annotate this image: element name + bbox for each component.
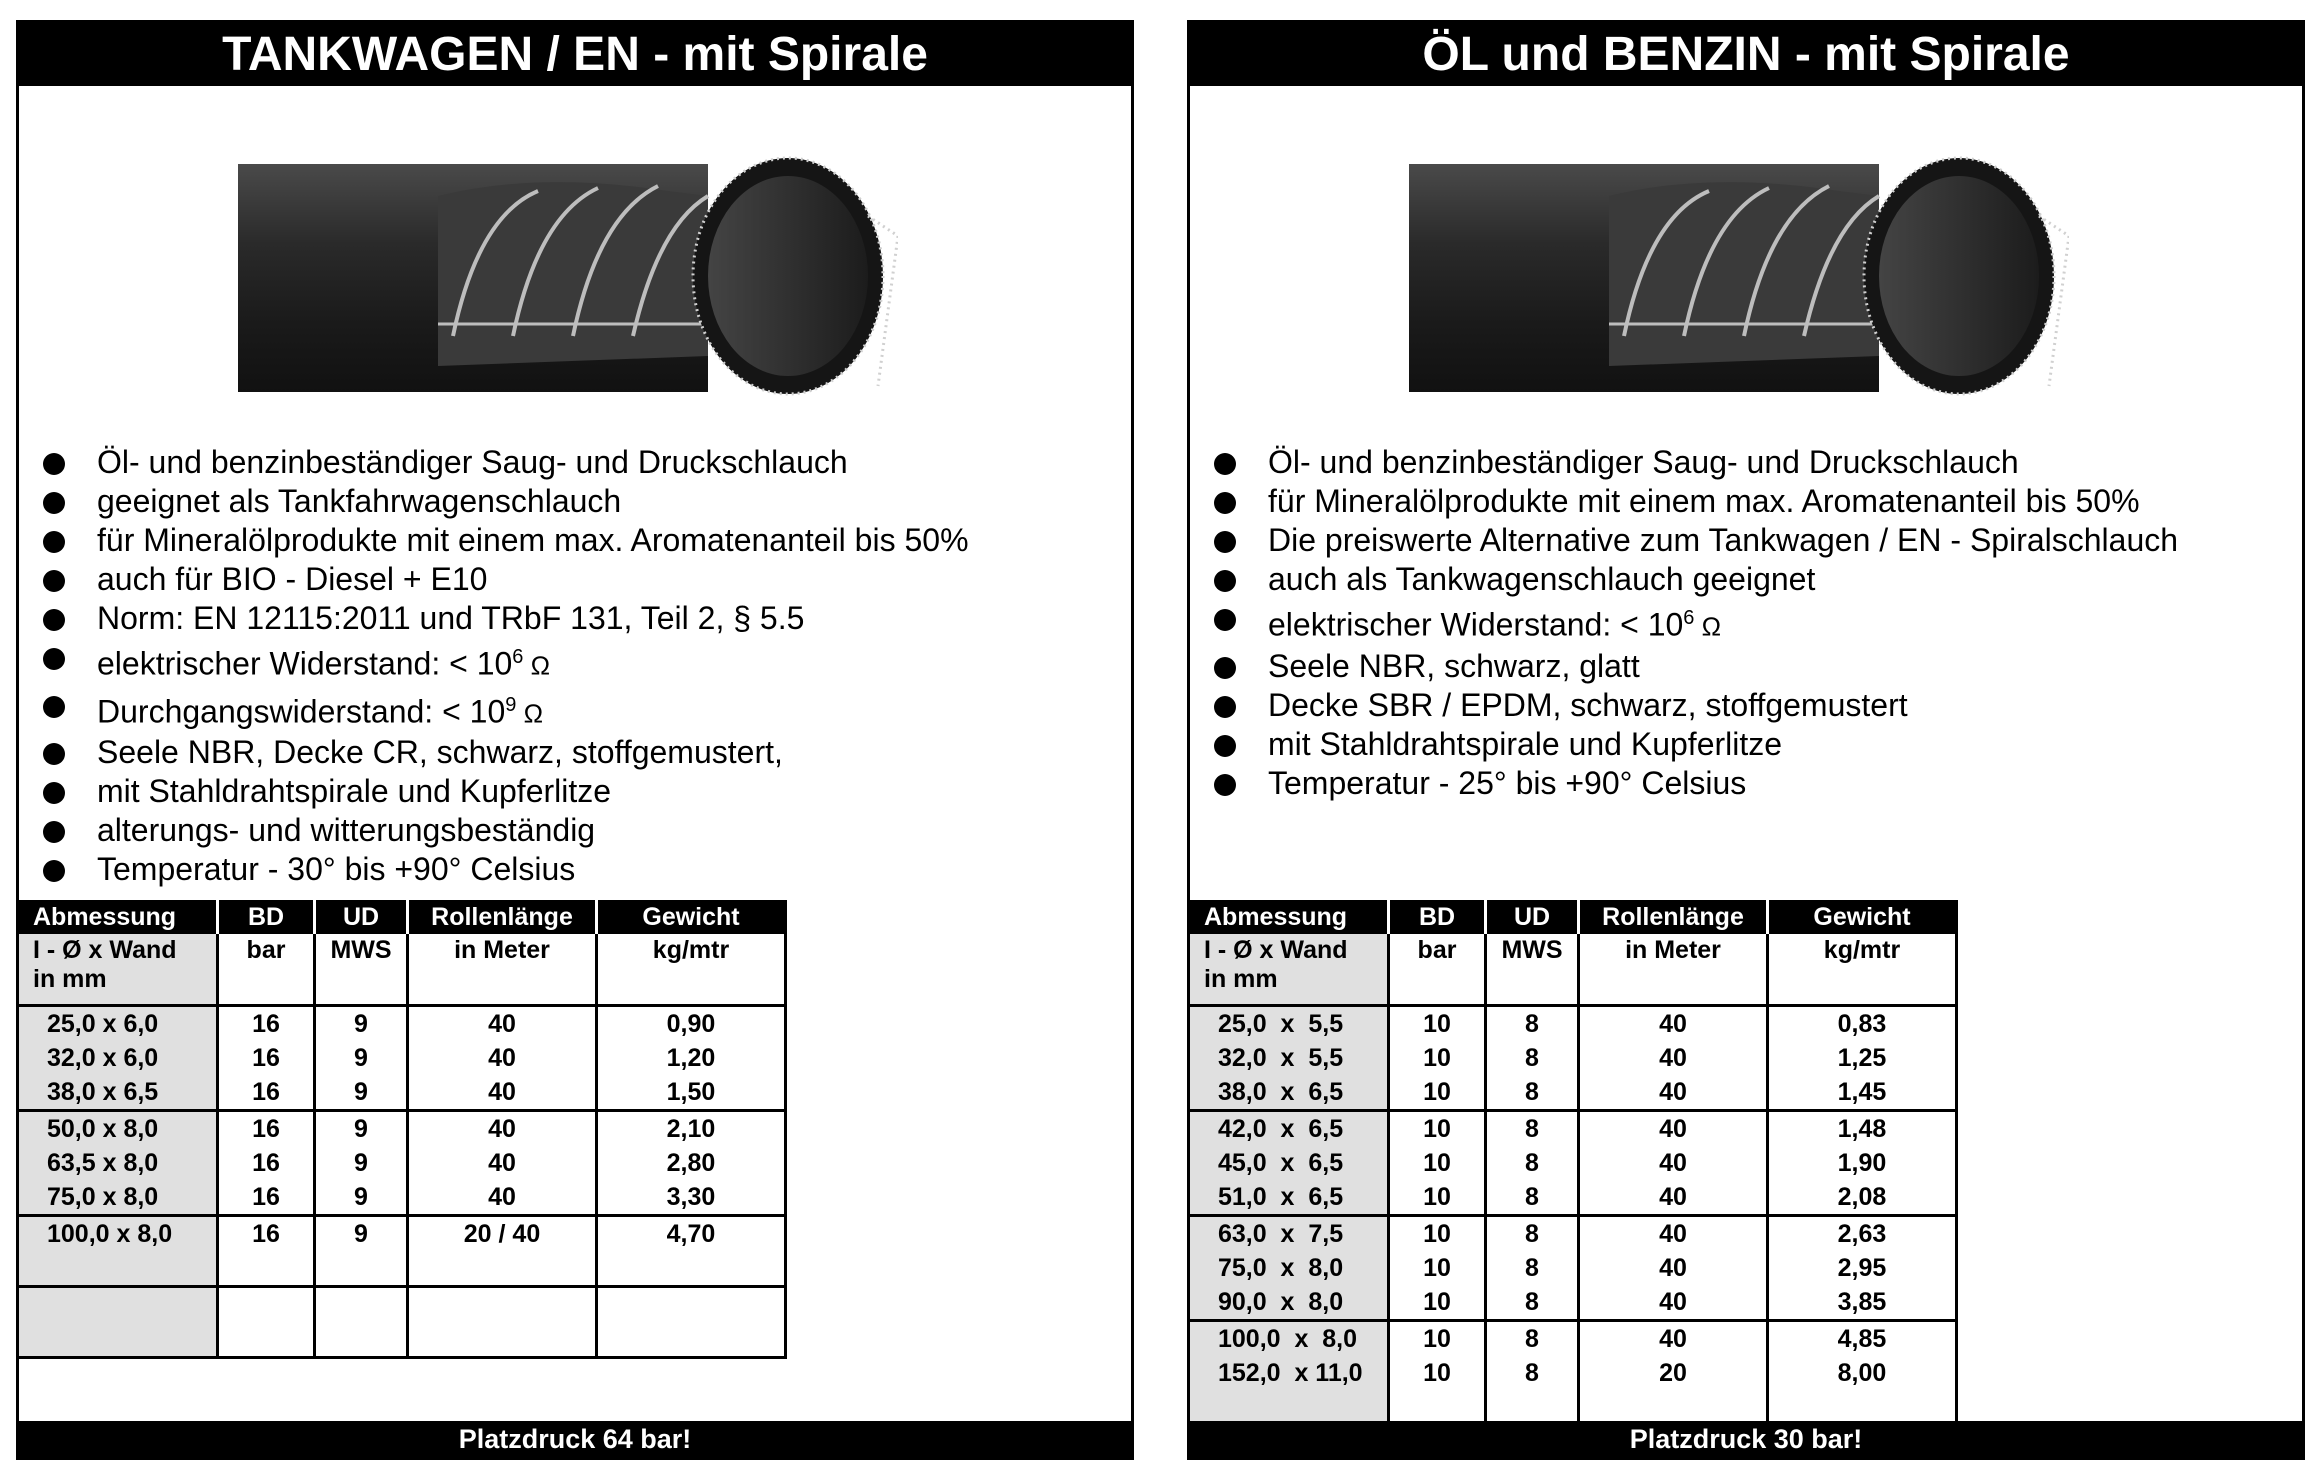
cell-value: 9: [354, 1044, 368, 1072]
table-cell: [408, 1216, 597, 1287]
feature-text: auch für BIO - Diesel + E10: [97, 561, 488, 597]
feature-item: [39, 811, 969, 850]
table-cell: [408, 1111, 597, 1216]
table-cell: [1190, 1006, 1389, 1111]
cell-value: [316, 1288, 406, 1322]
feature-text: elektrischer Widerstand: < 10: [97, 645, 513, 682]
feature-item: [1210, 647, 2178, 686]
column-header: BD: [1389, 900, 1486, 934]
cell-value: 40: [1659, 1288, 1687, 1316]
cell-value: [1769, 1390, 1955, 1424]
cell-value: 50,0 x 8,0: [47, 1115, 159, 1143]
table-row-group: [1190, 1006, 1957, 1111]
table-cell: [597, 1111, 786, 1216]
feature-item: [39, 733, 969, 772]
cell-value: 100,0 x 8,0: [1218, 1325, 1358, 1353]
cell-value: [19, 1251, 216, 1285]
cell-value: 16: [252, 1010, 280, 1038]
bullet-icon: [1214, 453, 1236, 475]
feature-text: elektrischer Widerstand: < 10: [1268, 606, 1684, 643]
feature-item: [39, 850, 969, 889]
product-panel-tankwagen: [16, 20, 1134, 1460]
table-cell: [1486, 1321, 1579, 1426]
cell-value: 3,85: [1837, 1288, 1887, 1316]
feature-list: [1210, 443, 2178, 803]
cell-value: [409, 1288, 595, 1322]
column-header: Abmessung: [1190, 900, 1389, 934]
feature-text: Durchgangswiderstand: < 10: [97, 693, 506, 730]
cell-value: [219, 1288, 313, 1322]
cell-value: 10: [1423, 1149, 1451, 1177]
cell-value: 4,85: [1837, 1325, 1887, 1353]
cell-value: 2,80: [666, 1149, 716, 1177]
feature-item: [1210, 560, 2178, 599]
cell-value: [1580, 1390, 1766, 1424]
table-cell: [315, 1287, 408, 1358]
table-cell: [315, 1006, 408, 1111]
bullet-icon: [43, 860, 65, 882]
bullet-icon: [1214, 570, 1236, 592]
cell-value: [409, 1322, 595, 1356]
cell-value: [598, 1288, 784, 1322]
bullet-icon: [43, 743, 65, 765]
table-cell: [1486, 1111, 1579, 1216]
table-cell: [597, 1006, 786, 1111]
cell-value: 16: [252, 1149, 280, 1177]
bullet-icon: [1214, 492, 1236, 514]
cell-value: 16: [252, 1044, 280, 1072]
feature-text: Öl- und benzinbeständiger Saug- und Druckschlauch: [97, 444, 848, 480]
cell-value: 40: [1659, 1115, 1687, 1143]
feature-text: Norm: EN 12115:2011 und TRbF 131, Teil 2, § 5.5: [97, 600, 805, 636]
feature-item: [1210, 764, 2178, 803]
cell-value: 3,30: [666, 1183, 716, 1211]
cell-value: 16: [252, 1078, 280, 1106]
bullet-icon: [1214, 735, 1236, 757]
spec-table: [1190, 900, 1958, 1427]
table-cell: [1579, 1321, 1768, 1426]
cell-value: 2,10: [666, 1115, 716, 1143]
column-header: UD: [315, 900, 408, 934]
column-header: Gewicht: [1768, 900, 1957, 934]
cell-value: 8: [1525, 1078, 1539, 1106]
cell-value: 32,0 x 6,0: [47, 1044, 159, 1072]
feature-text: mit Stahldrahtspirale und Kupferlitze: [1268, 725, 1783, 762]
cell-value: 9: [354, 1078, 368, 1106]
cell-value: 32,0 x 5,5: [1218, 1044, 1344, 1072]
feature-item: [1210, 599, 2178, 647]
bullet-icon: [43, 821, 65, 843]
bullet-icon: [43, 453, 65, 475]
cell-value: 40: [1659, 1183, 1687, 1211]
cell-value: 1,48: [1837, 1115, 1887, 1143]
table-cell: [1389, 1111, 1486, 1216]
bullet-icon: [43, 531, 65, 553]
column-unit: MWS: [1486, 934, 1579, 1006]
cell-value: 75,0 x 8,0: [47, 1183, 159, 1211]
feature-text: mit Stahldrahtspirale und Kupferlitze: [97, 773, 612, 810]
cell-value: 2,63: [1837, 1220, 1887, 1248]
feature-text: alterungs- und witterungsbeständig: [97, 812, 596, 849]
column-header: Rollenlänge: [408, 900, 597, 934]
feature-item: [39, 521, 969, 560]
cell-value: 75,0 x 8,0: [1218, 1254, 1344, 1282]
cell-value: 2,95: [1837, 1254, 1887, 1282]
table-cell: [1579, 1111, 1768, 1216]
feature-item: [39, 443, 969, 482]
column-unit: MWS: [315, 934, 408, 1006]
cell-value: 16: [252, 1115, 280, 1143]
cell-value: 9: [354, 1115, 368, 1143]
bullet-icon: [1214, 531, 1236, 553]
table-row-group: [19, 1111, 786, 1216]
column-unit: bar: [1389, 934, 1486, 1006]
table-cell: [218, 1287, 315, 1358]
column-unit: bar: [218, 934, 315, 1006]
cell-value: 8: [1525, 1288, 1539, 1316]
cell-value: 8: [1525, 1220, 1539, 1248]
cell-value: 1,45: [1837, 1078, 1887, 1106]
cell-value: [219, 1251, 313, 1285]
table-cell: [1768, 1216, 1957, 1321]
column-header: BD: [218, 900, 315, 934]
cell-value: 42,0 x 6,5: [1218, 1115, 1344, 1143]
cell-value: 8: [1525, 1325, 1539, 1353]
feature-text: für Mineralölprodukte mit einem max. Aromatenanteil bis 50%: [97, 522, 969, 558]
cell-value: 51,0 x 6,5: [1218, 1183, 1344, 1211]
feature-item: [1210, 521, 2178, 560]
bullet-icon: [43, 570, 65, 592]
cell-value: 40: [488, 1078, 516, 1106]
cell-value: 8: [1525, 1115, 1539, 1143]
table-cell: [597, 1216, 786, 1287]
table-cell: [1190, 1111, 1389, 1216]
column-header: Rollenlänge: [1579, 900, 1768, 934]
feature-text: Seele NBR, schwarz, glatt: [1268, 647, 1640, 684]
column-header: UD: [1486, 900, 1579, 934]
cell-value: [598, 1251, 784, 1285]
cell-value: 40: [488, 1149, 516, 1177]
cell-value: 45,0 x 6,5: [1218, 1149, 1344, 1177]
table-cell: [1768, 1111, 1957, 1216]
cell-value: 8: [1525, 1183, 1539, 1211]
cell-value: 9: [354, 1183, 368, 1211]
table-cell: [1389, 1006, 1486, 1111]
cell-value: 40: [1659, 1325, 1687, 1353]
feature-text: auch als Tankwagenschlauch geeignet: [1268, 561, 1816, 597]
table-row-group: [1190, 1321, 1957, 1426]
feature-text: Temperatur - 30° bis +90° Celsius: [97, 851, 576, 888]
feature-item: [39, 686, 969, 734]
cell-value: 20: [1659, 1359, 1687, 1387]
table-row-group: [19, 1006, 786, 1111]
cell-value: 40: [488, 1183, 516, 1211]
bullet-icon: [43, 782, 65, 804]
cell-value: 1,90: [1837, 1149, 1887, 1177]
table-cell: [1768, 1321, 1957, 1426]
panel-title: ÖL und BENZIN - mit Spirale: [1190, 23, 2302, 86]
column-unit: in Meter: [408, 934, 597, 1006]
feature-superscript: 6: [1683, 607, 1695, 629]
column-unit: kg/mtr: [1768, 934, 1957, 1006]
cell-value: 10: [1423, 1325, 1451, 1353]
bullet-icon: [1214, 657, 1236, 679]
cell-value: [316, 1251, 406, 1285]
cell-value: 8,00: [1837, 1359, 1887, 1387]
cell-value: 40: [488, 1115, 516, 1143]
table-cell: [1190, 1216, 1389, 1321]
feature-text: Öl- und benzinbeständiger Saug- und Druckschlauch: [1268, 444, 2019, 480]
table-cell: [218, 1006, 315, 1111]
cell-value: 4,70: [666, 1220, 716, 1248]
feature-text: Die preiswerte Alternative zum Tankwagen / EN - Spiralschlauch: [1268, 522, 2179, 558]
feature-item: [39, 599, 969, 638]
spec-table: [19, 900, 787, 1359]
cell-value: 152,0 x 11,0: [1218, 1359, 1363, 1387]
feature-item: [1210, 482, 2178, 521]
table-cell: [1389, 1216, 1486, 1321]
cell-value: 10: [1423, 1288, 1451, 1316]
hose-image: [1409, 156, 2069, 399]
cell-value: 10: [1423, 1254, 1451, 1282]
cell-value: 10: [1423, 1183, 1451, 1211]
feature-list: [39, 443, 969, 889]
cell-value: 8: [1525, 1254, 1539, 1282]
cell-value: 40: [488, 1044, 516, 1072]
feature-item: [1210, 725, 2178, 764]
hose-image: [238, 156, 898, 399]
feature-item: [39, 638, 969, 686]
cell-value: 10: [1423, 1220, 1451, 1248]
cell-value: 0,90: [666, 1010, 716, 1038]
table-cell: [597, 1287, 786, 1358]
cell-value: 10: [1423, 1010, 1451, 1038]
column-header: Gewicht: [597, 900, 786, 934]
cell-value: 16: [252, 1220, 280, 1248]
cell-value: 1,25: [1837, 1044, 1887, 1072]
table-row-group: [19, 1216, 786, 1287]
feature-text: Seele NBR, Decke CR, schwarz, stoffgemustert,: [97, 734, 783, 771]
cell-value: 40: [1659, 1220, 1687, 1248]
cell-value: 40: [1659, 1010, 1687, 1038]
cell-value: [19, 1288, 216, 1322]
table-cell: [408, 1287, 597, 1358]
cell-value: 1,50: [666, 1078, 716, 1106]
feature-text: geeignet als Tankfahrwagenschlauch: [97, 483, 622, 519]
feature-unit: Ω: [1694, 611, 1722, 642]
feature-item: [1210, 686, 2178, 725]
cell-value: 10: [1423, 1359, 1451, 1387]
table-cell: [19, 1287, 218, 1358]
cell-value: 38,0 x 6,5: [1218, 1078, 1344, 1106]
feature-text: Temperatur - 25° bis +90° Celsius: [1268, 764, 1747, 801]
cell-value: 25,0 x 6,0: [47, 1010, 159, 1038]
bullet-icon: [1214, 774, 1236, 796]
table-cell: [218, 1111, 315, 1216]
column-unit: kg/mtr: [597, 934, 786, 1006]
feature-unit: Ω: [516, 698, 544, 729]
cell-value: 40: [488, 1010, 516, 1038]
feature-superscript: 9: [505, 693, 517, 716]
table-cell: [315, 1216, 408, 1287]
table-cell: [19, 1216, 218, 1287]
cell-value: 90,0 x 8,0: [1218, 1288, 1344, 1316]
column-unit: I - Ø x Wand in mm: [1190, 934, 1389, 1006]
cell-value: 10: [1423, 1078, 1451, 1106]
bullet-icon: [43, 492, 65, 514]
cell-value: [1390, 1390, 1484, 1424]
cell-value: 0,83: [1837, 1010, 1887, 1038]
table-cell: [19, 1006, 218, 1111]
feature-text: Decke SBR / EPDM, schwarz, stoffgemustert: [1268, 686, 1908, 723]
column-header: Abmessung: [19, 900, 218, 934]
cell-value: 9: [354, 1149, 368, 1177]
cell-value: [1487, 1390, 1577, 1424]
table-cell: [1486, 1006, 1579, 1111]
feature-unit: Ω: [523, 650, 551, 681]
cell-value: 9: [354, 1010, 368, 1038]
cell-value: [1190, 1390, 1387, 1424]
table-cell: [1389, 1321, 1486, 1426]
cell-value: [316, 1322, 406, 1356]
cell-value: [19, 1322, 216, 1356]
cell-value: 8: [1525, 1010, 1539, 1038]
table-cell: [1579, 1006, 1768, 1111]
cell-value: 40: [1659, 1149, 1687, 1177]
cell-value: 40: [1659, 1078, 1687, 1106]
cell-value: 38,0 x 6,5: [47, 1078, 159, 1106]
cell-value: 10: [1423, 1115, 1451, 1143]
bullet-icon: [43, 696, 65, 718]
cell-value: 1,20: [666, 1044, 716, 1072]
cell-value: 40: [1659, 1254, 1687, 1282]
cell-value: 8: [1525, 1149, 1539, 1177]
table-cell: [218, 1216, 315, 1287]
panel-title: TANKWAGEN / EN - mit Spirale: [19, 23, 1131, 86]
burst-pressure-footer: Platzdruck 30 bar!: [1190, 1421, 2302, 1457]
cell-value: 100,0 x 8,0: [47, 1220, 173, 1248]
table-cell: [315, 1111, 408, 1216]
bullet-icon: [43, 648, 65, 670]
feature-superscript: 6: [512, 646, 524, 668]
table-row-group: [19, 1287, 786, 1358]
feature-item: [39, 560, 969, 599]
table-cell: [19, 1111, 218, 1216]
cell-value: 40: [1659, 1044, 1687, 1072]
cell-value: 2,08: [1837, 1183, 1887, 1211]
cell-value: 8: [1525, 1359, 1539, 1387]
cell-value: [409, 1251, 595, 1285]
bullet-icon: [1214, 609, 1236, 631]
column-unit: in Meter: [1579, 934, 1768, 1006]
cell-value: 16: [252, 1183, 280, 1211]
table-cell: [1768, 1006, 1957, 1111]
product-panel-oel-benzin: [1187, 20, 2305, 1460]
table-cell: [1486, 1216, 1579, 1321]
cell-value: 25,0 x 5,5: [1218, 1010, 1344, 1038]
cell-value: 8: [1525, 1044, 1539, 1072]
feature-item: [39, 482, 969, 521]
feature-item: [1210, 443, 2178, 482]
cell-value: [598, 1322, 784, 1356]
table-cell: [1579, 1216, 1768, 1321]
table-cell: [408, 1006, 597, 1111]
table-cell: [1190, 1321, 1389, 1426]
bullet-icon: [1214, 696, 1236, 718]
column-unit: I - Ø x Wand in mm: [19, 934, 218, 1006]
burst-pressure-footer: Platzdruck 64 bar!: [19, 1421, 1131, 1457]
feature-item: [39, 772, 969, 811]
cell-value: 63,5 x 8,0: [47, 1149, 159, 1177]
table-row-group: [1190, 1111, 1957, 1216]
cell-value: [219, 1322, 313, 1356]
bullet-icon: [43, 609, 65, 631]
table-row-group: [1190, 1216, 1957, 1321]
cell-value: 10: [1423, 1044, 1451, 1072]
feature-text: für Mineralölprodukte mit einem max. Aromatenanteil bis 50%: [1268, 483, 2140, 519]
cell-value: 9: [354, 1220, 368, 1248]
cell-value: 63,0 x 7,5: [1218, 1220, 1344, 1248]
cell-value: 20 / 40: [463, 1220, 541, 1248]
